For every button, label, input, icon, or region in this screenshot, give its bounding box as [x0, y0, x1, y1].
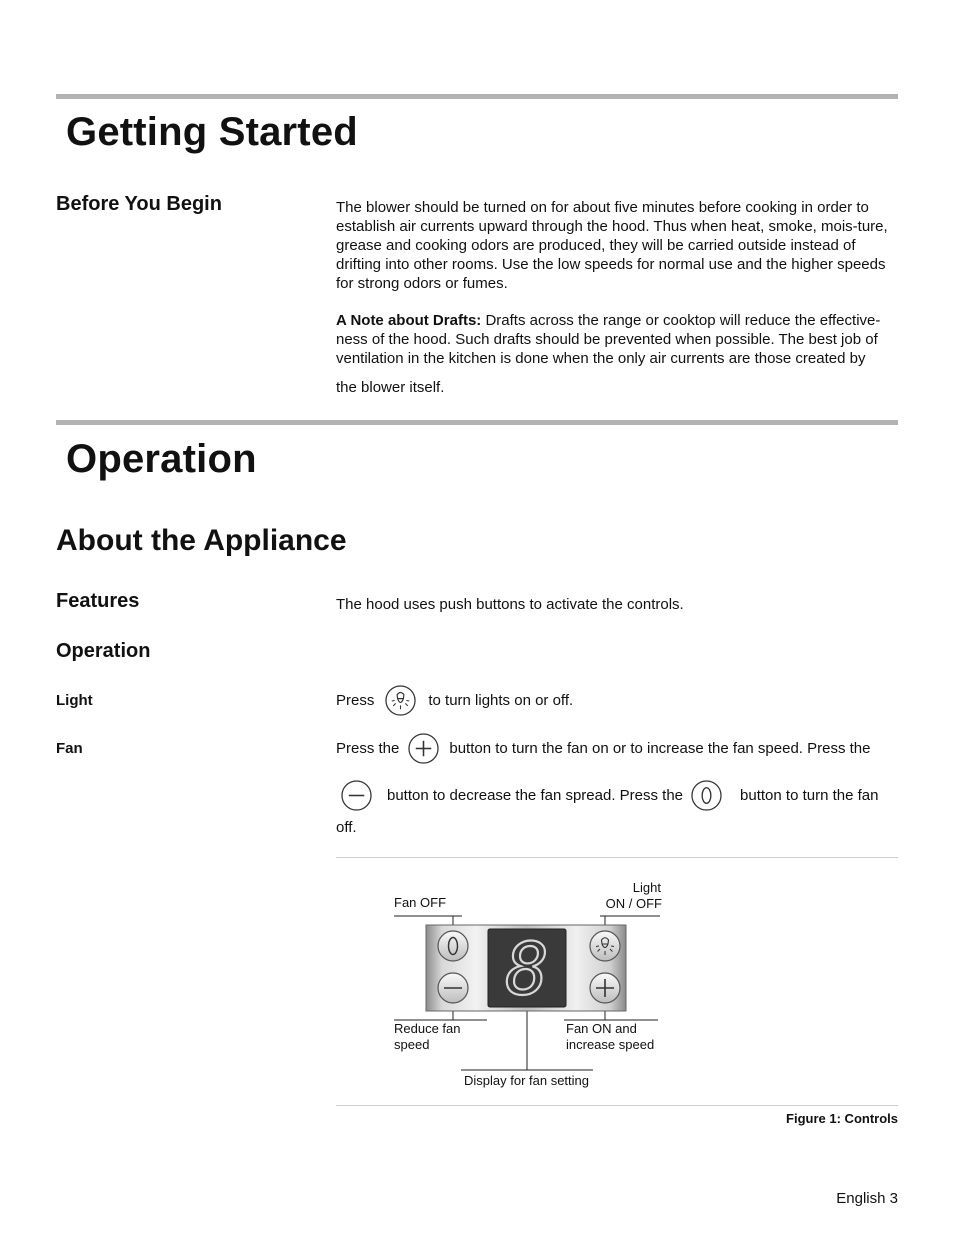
- fan-off-callout: Fan OFF: [394, 895, 447, 910]
- before-you-begin-heading: Before You Begin: [56, 193, 222, 215]
- fan-tail: off.: [336, 819, 357, 836]
- fan-instruction-line2: [336, 780, 878, 811]
- features-text: The hood uses push buttons to activate the controls.: [336, 596, 684, 613]
- figure-rule-bottom: [336, 1105, 898, 1106]
- drafts-note-label: A Note about Drafts:: [336, 312, 482, 329]
- fan-label: Fan: [56, 740, 83, 757]
- operation-subheading: Operation: [56, 640, 151, 662]
- light-label: Light: [56, 692, 93, 709]
- drafts-note: [336, 311, 898, 368]
- zero-button-icon: [691, 780, 722, 811]
- control-panel-diagram: [390, 910, 680, 1080]
- drafts-note-tail: the blower itself.: [336, 379, 445, 396]
- operation-title: Operation: [66, 437, 257, 481]
- light-bulb-icon: [385, 685, 416, 716]
- figure-caption: Figure 1: Controls: [786, 1111, 898, 1126]
- fan-pre: Press the: [336, 740, 400, 757]
- minus-button-icon: [341, 780, 372, 811]
- page-footer: English 3: [836, 1190, 898, 1207]
- display-callout: Display for fan setting: [464, 1073, 590, 1088]
- fan-mid1: button to turn the fan on or to increase the fan speed. Press the: [449, 740, 871, 757]
- plus-button-icon: [408, 733, 439, 764]
- light-callout-line1: Light: [632, 880, 661, 895]
- figure-rule-top: [336, 857, 898, 858]
- fan-mid3: button to turn the fan: [740, 787, 879, 804]
- section-rule-top: [56, 94, 898, 99]
- fan-mid2: button to decrease the fan spread. Press the: [387, 787, 684, 804]
- reduce-callout-line2: speed: [394, 1037, 430, 1052]
- light-post: to turn lights on or off.: [428, 692, 574, 709]
- getting-started-title: Getting Started: [66, 110, 358, 154]
- section-rule-operation: [56, 420, 898, 425]
- light-instruction: [336, 685, 573, 716]
- before-you-begin-body: [336, 198, 898, 397]
- fan-on-callout-line1: Fan ON and: [566, 1021, 637, 1036]
- fan-instruction-line1: [336, 733, 870, 764]
- about-appliance-heading: About the Appliance: [56, 524, 347, 557]
- light-pre: Press: [336, 692, 375, 709]
- fan-on-callout-line2: increase speed: [566, 1037, 655, 1052]
- reduce-callout-line1: Reduce fan: [394, 1021, 461, 1036]
- light-callout-line2: ON / OFF: [605, 896, 662, 911]
- seven-segment-digit: 8: [505, 927, 549, 1011]
- drafts-note-text: Drafts across the range or cooktop will reduce the effective-ness of the hood. Such drafts should be prevented when possible. The best job of ventilation in the kitchen is done when the only air currents are those created by: [336, 312, 881, 367]
- features-heading: Features: [56, 590, 140, 612]
- before-you-begin-paragraph: The blower should be turned on for about five minutes before cooking in order to establish air currents upward through the hood. Thus when heat, smoke, mois-ture, grease and cooking odors are produced, they will be carried outside instead of drifting into other rooms. Use the low speeds for normal use and the higher speeds for strong odors or fumes.: [336, 199, 888, 292]
